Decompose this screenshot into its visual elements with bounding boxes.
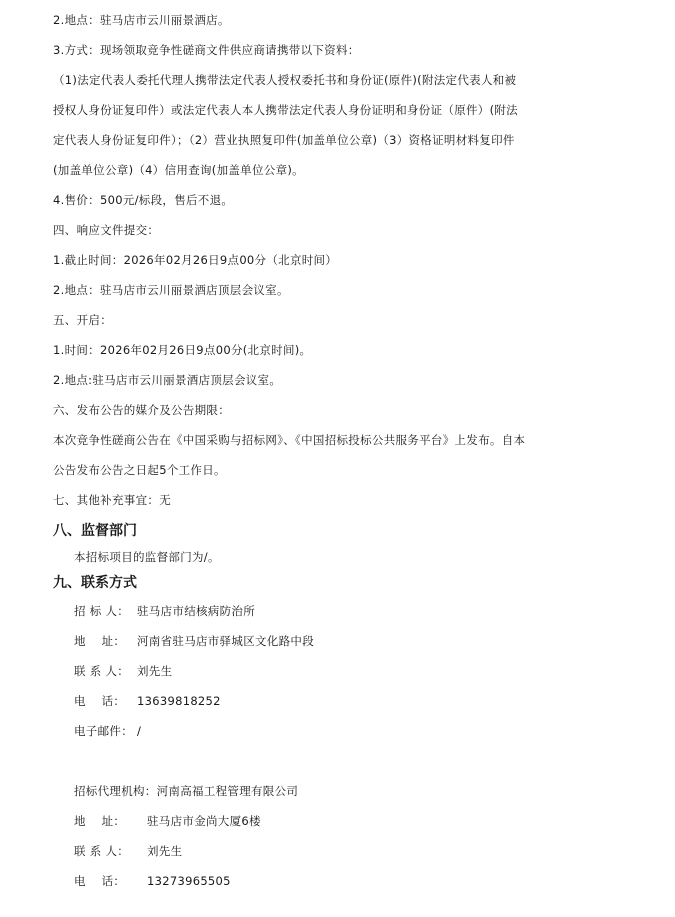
section9-heading: 九、联系方式 — [53, 575, 137, 591]
buyer-contact: 刘先生 — [137, 664, 173, 678]
section4-title: 四、响应文件提交： — [53, 223, 160, 237]
buyer-address-row — [74, 633, 314, 649]
supervision-text: 本招标项目的监督部门为/。 — [74, 550, 220, 564]
buyer-email-row — [74, 723, 141, 739]
agency-address: 驻马店市金尚大厦6楼 — [147, 814, 261, 828]
buyer-email: / — [137, 724, 142, 738]
buyer-address: 河南省驻马店市驿城区文化路中段 — [137, 634, 314, 648]
section6-body-1: 本次竞争性磋商公告在《中国采购与招标网》、《中国招标投标公共服务平台》上发布。自本 — [53, 433, 526, 447]
buyer-phone-label: 电 话： — [74, 694, 126, 708]
agency-contact: 刘先生 — [147, 844, 183, 858]
section8-heading: 八、监督部门 — [53, 523, 137, 539]
method-title: 3.方式：现场领取竞争性磋商文件供应商请携带以下资料： — [53, 43, 360, 57]
agency-phone: 13273965505 — [147, 874, 231, 888]
method-line-4: (加盖单位公章)（4）信用查询(加盖单位公章)。 — [53, 163, 304, 177]
buyer-name: 驻马店市结核病防治所 — [137, 604, 255, 618]
agency-address-label: 地 址： — [74, 814, 126, 828]
section6-title: 六、发布公告的媒介及公告期限： — [53, 403, 230, 417]
agency-phone-label: 电 话： — [74, 874, 126, 888]
buyer-phone: 13639818252 — [137, 694, 221, 708]
submit-location-line: 2.地点：驻马店市云川丽景酒店顶层会议室。 — [53, 283, 289, 297]
buyer-name-label: 招 标 人： — [74, 604, 130, 618]
agency-contact-label: 联 系 人： — [74, 844, 130, 858]
section6-body-2: 公告发布公告之日起5个工作日。 — [53, 463, 226, 477]
buyer-contact-label: 联 系 人： — [74, 664, 130, 678]
location-line: 2.地点：驻马店市云川丽景酒店。 — [53, 13, 230, 27]
opening-time-line: 1.时间：2026年02月26日9点00分(北京时间)。 — [53, 343, 312, 357]
buyer-address-label: 地 址： — [74, 634, 126, 648]
agency-contact-row — [74, 843, 182, 859]
price-line: 4.售价：500元/标段，售后不退。 — [53, 193, 234, 207]
buyer-phone-row — [74, 693, 221, 709]
buyer-contact-row — [74, 663, 172, 679]
buyer-email-label: 电子邮件： — [74, 724, 133, 738]
section7-title: 七、其他补充事宜：无 — [53, 493, 171, 507]
method-line-2: 授权人身份证复印件）或法定代表人本人携带法定代表人身份证明和身份证（原件）(附法 — [53, 103, 518, 117]
agency-name-label: 招标代理机构： — [74, 784, 157, 798]
method-line-3: 定代表人身份证复印件）；（2）营业执照复印件(加盖单位公章)（3）资格证明材料复印件 — [53, 133, 515, 147]
deadline-line: 1.截止时间：2026年02月26日9点00分（北京时间） — [53, 253, 338, 267]
agency-phone-row — [74, 873, 231, 889]
method-line-1: （1)法定代表人委托代理人携带法定代表人授权委托书和身份证(原件)(附法定代表人和被 — [53, 73, 517, 87]
section5-title: 五、开启： — [53, 313, 112, 327]
buyer-name-row — [74, 603, 255, 619]
agency-address-row — [74, 813, 261, 829]
agency-name-row — [74, 783, 298, 799]
opening-location-line: 2.地点:驻马店市云川丽景酒店顶层会议室。 — [53, 373, 282, 387]
agency-name: 河南高福工程管理有限公司 — [156, 784, 299, 798]
